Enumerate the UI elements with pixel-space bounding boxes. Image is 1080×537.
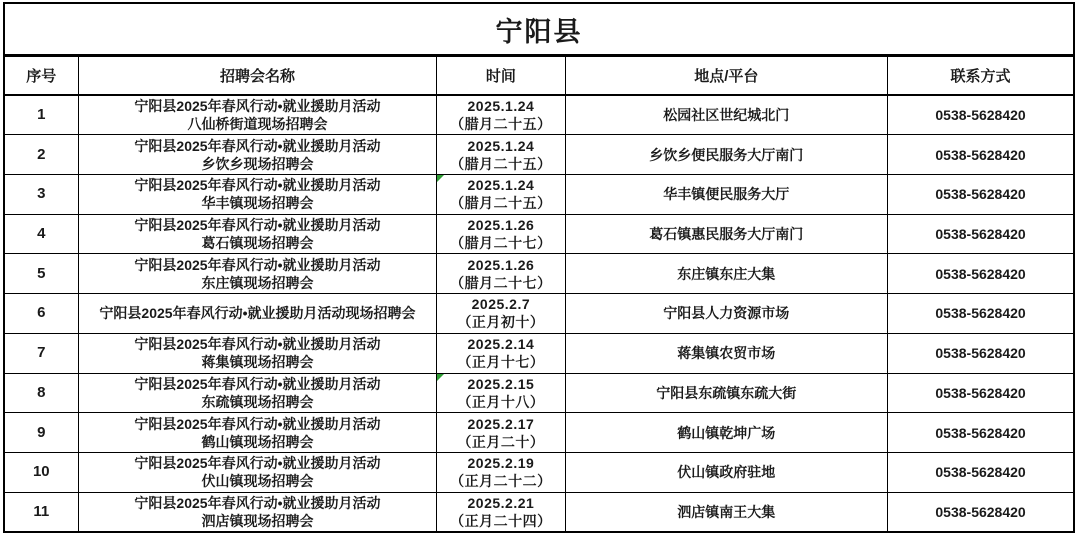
fair-name-line1: 宁阳县2025年春风行动•就业援助月活动 (134, 375, 381, 392)
row-index-cell (4, 174, 78, 214)
location-cell (565, 333, 888, 373)
table-row (4, 95, 1074, 135)
fair-name-cell (78, 214, 437, 254)
table-body (4, 95, 1074, 532)
row-index: 8 (37, 383, 46, 401)
row-index: 11 (33, 502, 50, 520)
row-index-cell (4, 254, 78, 294)
fair-name-line1: 宁阳县2025年春风行动•就业援助月活动 (134, 336, 381, 353)
time-cell (437, 492, 565, 532)
time-lunar: （正月二十） (457, 433, 545, 450)
row-index-cell (4, 373, 78, 413)
location-cell (565, 373, 888, 413)
contact-cell (888, 254, 1074, 294)
time-date: 2025.1.26 (467, 256, 535, 273)
contact-phone: 0538-5628420 (935, 226, 1026, 243)
table-row (4, 452, 1074, 492)
fair-name-cell (78, 95, 437, 135)
fair-name-line2: 伏山镇现场招聘会 (201, 473, 314, 490)
fair-name-line2: 葛石镇现场招聘会 (201, 235, 314, 252)
fair-name-line1: 宁阳县2025年春风行动•就业援助月活动 (134, 98, 381, 115)
contact-cell (888, 333, 1074, 373)
table-row (4, 373, 1074, 413)
time-date: 2025.2.14 (467, 336, 535, 353)
contact-phone: 0538-5628420 (935, 265, 1026, 282)
table-row (4, 492, 1074, 532)
fair-name-line1: 宁阳县2025年春风行动•就业援助月活动 (134, 256, 381, 273)
location-text: 蒋集镇农贸市场 (677, 345, 776, 362)
contact-phone: 0538-5628420 (935, 424, 1026, 441)
fair-name-line2: 乡饮乡现场招聘会 (201, 155, 314, 172)
time-cell (437, 214, 565, 254)
location-cell (565, 413, 888, 453)
row-index: 10 (32, 463, 50, 481)
cell-flag-icon (437, 175, 444, 182)
time-date: 2025.2.7 (471, 296, 531, 313)
time-date: 2025.2.21 (467, 494, 535, 511)
fair-name-line1: 宁阳县2025年春风行动•就业援助月活动 (134, 217, 381, 234)
fair-name-line1: 宁阳县2025年春风行动•就业援助月活动 (134, 415, 381, 432)
location-text: 宁阳县人力资源市场 (663, 305, 790, 322)
row-index: 5 (37, 264, 46, 282)
fair-name-cell (78, 373, 437, 413)
time-cell (437, 413, 565, 453)
column-header-name: 招聘会名称 (78, 56, 437, 96)
contact-phone: 0538-5628420 (935, 146, 1026, 163)
fair-name-line2: 鹤山镇现场招聘会 (201, 433, 314, 450)
fair-name-line1: 宁阳县2025年春风行动•就业援助月活动 (134, 455, 381, 472)
column-header-contact: 联系方式 (888, 56, 1074, 96)
location-text: 伏山镇政府驻地 (677, 464, 776, 481)
contact-cell (888, 413, 1074, 453)
table-row (4, 294, 1074, 334)
fair-name-line1: 宁阳县2025年春风行动•就业援助月活动现场招聘会 (99, 305, 416, 322)
row-index-cell (4, 95, 78, 135)
location-text: 松园社区世纪城北门 (663, 107, 790, 124)
contact-cell (888, 492, 1074, 532)
row-index-cell (4, 492, 78, 532)
row-index: 7 (37, 344, 46, 362)
table-row (4, 135, 1074, 175)
row-index-cell (4, 452, 78, 492)
contact-cell (888, 174, 1074, 214)
row-index: 9 (37, 423, 46, 441)
time-cell (437, 254, 565, 294)
page-title: 宁阳县 (4, 3, 1074, 56)
row-index-cell (4, 135, 78, 175)
fair-name-cell (78, 294, 437, 334)
location-cell (565, 452, 888, 492)
row-index: 4 (37, 225, 46, 243)
cell-flag-icon (437, 374, 444, 381)
contact-phone: 0538-5628420 (935, 464, 1026, 481)
time-lunar: （腊月二十七） (450, 274, 552, 291)
time-date: 2025.2.19 (467, 455, 535, 472)
location-cell (565, 254, 888, 294)
row-index-cell (4, 294, 78, 334)
table-row (4, 413, 1074, 453)
location-cell (565, 492, 888, 532)
location-text: 华丰镇便民服务大厅 (663, 186, 790, 203)
time-cell (437, 135, 565, 175)
location-cell (565, 95, 888, 135)
contact-phone: 0538-5628420 (935, 186, 1026, 203)
time-cell (437, 174, 565, 214)
fair-name-cell (78, 492, 437, 532)
time-cell (437, 95, 565, 135)
contact-phone: 0538-5628420 (935, 345, 1026, 362)
fair-name-cell (78, 413, 437, 453)
location-text: 葛石镇惠民服务大厅南门 (649, 226, 804, 243)
contact-phone: 0538-5628420 (935, 384, 1026, 401)
fair-name-cell (78, 135, 437, 175)
time-lunar: （腊月二十五） (450, 195, 552, 212)
row-index-cell (4, 333, 78, 373)
table-row (4, 174, 1074, 214)
row-index: 1 (37, 106, 46, 124)
time-lunar: （正月十八） (457, 393, 545, 410)
fair-name-line1: 宁阳县2025年春风行动•就业援助月活动 (134, 177, 381, 194)
contact-cell (888, 214, 1074, 254)
time-cell (437, 333, 565, 373)
location-cell (565, 135, 888, 175)
table-header-row (4, 56, 1074, 96)
column-header-index: 序号 (4, 56, 78, 96)
fair-name-line2: 泗店镇现场招聘会 (201, 512, 314, 529)
time-cell (437, 294, 565, 334)
time-date: 2025.1.26 (467, 217, 535, 234)
time-lunar: （正月二十四） (450, 512, 552, 529)
time-lunar: （正月二十二） (450, 473, 552, 490)
location-text: 鹤山镇乾坤广场 (677, 424, 776, 441)
time-lunar: （腊月二十五） (450, 116, 552, 133)
column-header-time: 时间 (437, 56, 565, 96)
time-lunar: （正月初十） (457, 314, 545, 331)
contact-cell (888, 95, 1074, 135)
fair-name-line1: 宁阳县2025年春风行动•就业援助月活动 (134, 137, 381, 154)
location-cell (565, 174, 888, 214)
job-fair-table (3, 2, 1075, 533)
time-lunar: （腊月二十七） (450, 235, 552, 252)
fair-name-line2: 东庄镇现场招聘会 (201, 274, 314, 291)
table-row (4, 214, 1074, 254)
fair-name-cell (78, 452, 437, 492)
contact-phone: 0538-5628420 (935, 107, 1026, 124)
fair-name-line2: 蒋集镇现场招聘会 (201, 354, 314, 371)
fair-name-line2: 华丰镇现场招聘会 (201, 195, 314, 212)
location-cell (565, 214, 888, 254)
fair-name-cell (78, 333, 437, 373)
time-date: 2025.2.15 (467, 375, 535, 392)
row-index-cell (4, 214, 78, 254)
time-date: 2025.1.24 (467, 137, 535, 154)
time-date: 2025.1.24 (467, 98, 535, 115)
contact-cell (888, 135, 1074, 175)
location-text: 泗店镇南王大集 (677, 503, 776, 520)
location-text: 宁阳县东疏镇东疏大街 (656, 384, 797, 401)
fair-name-line2: 东疏镇现场招聘会 (201, 393, 314, 410)
contact-cell (888, 452, 1074, 492)
contact-cell (888, 373, 1074, 413)
column-header-location: 地点/平台 (565, 56, 888, 96)
time-lunar: （正月十七） (457, 354, 545, 371)
fair-name-cell (78, 254, 437, 294)
table-row (4, 333, 1074, 373)
fair-name-line1: 宁阳县2025年春风行动•就业援助月活动 (134, 494, 381, 511)
time-lunar: （腊月二十五） (450, 155, 552, 172)
time-date: 2025.1.24 (467, 177, 535, 194)
table-row (4, 254, 1074, 294)
row-index-cell (4, 413, 78, 453)
row-index: 3 (37, 185, 46, 203)
time-date: 2025.2.17 (467, 415, 535, 432)
contact-phone: 0538-5628420 (935, 503, 1026, 520)
time-cell (437, 452, 565, 492)
title-row (4, 3, 1074, 56)
fair-name-cell (78, 174, 437, 214)
row-index: 6 (37, 304, 46, 322)
fair-name-line2: 八仙桥街道现场招聘会 (187, 116, 328, 133)
row-index: 2 (37, 145, 46, 163)
time-cell (437, 373, 565, 413)
location-text: 东庄镇东庄大集 (677, 265, 776, 282)
contact-phone: 0538-5628420 (935, 305, 1026, 322)
location-cell (565, 294, 888, 334)
contact-cell (888, 294, 1074, 334)
location-text: 乡饮乡便民服务大厅南门 (649, 146, 804, 163)
